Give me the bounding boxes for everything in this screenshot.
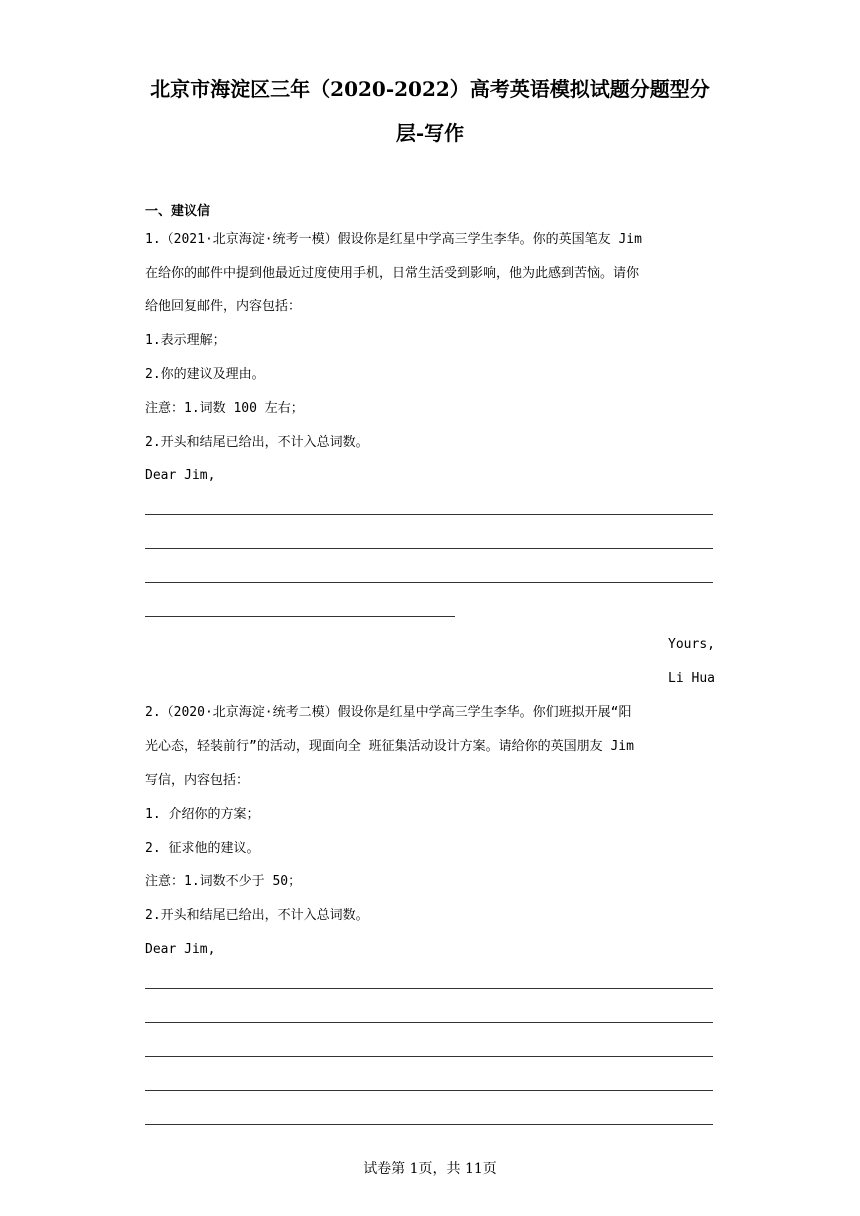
answer-line: [145, 582, 713, 583]
q2-requirement: 2. 征求他的建议。: [145, 841, 260, 856]
answer-line: [145, 616, 455, 617]
answer-line: [145, 514, 713, 515]
answer-line: [145, 1056, 713, 1057]
q1-text-line: 1.（2021·北京海淀·统考一模）假设你是红星中学高三学生李华。你的英国笔友 Jim: [145, 232, 642, 247]
answer-line: [145, 548, 713, 549]
q1-salutation: Dear Jim,: [145, 468, 216, 483]
q2-text-line: 2.（2020·北京海淀·统考二模）假设你是红星中学高三学生李华。你们班拟开展“阳: [145, 705, 632, 720]
q2-text-line: 写信，内容包括：: [145, 773, 250, 788]
q1-text-line: 给他回复邮件，内容包括：: [145, 299, 302, 314]
q1-closing: Yours,: [668, 637, 715, 652]
answer-line: [145, 1124, 713, 1125]
answer-line: [145, 988, 713, 989]
q1-signature: Li Hua: [668, 671, 715, 686]
document-title-line-1: 北京市海淀区三年（2020-2022）高考英语模拟试题分题型分: [150, 77, 710, 101]
q2-requirement: 1. 介绍你的方案；: [145, 807, 260, 822]
q1-note: 2.开头和结尾已给出，不计入总词数。: [145, 435, 369, 450]
q2-note: 2.开头和结尾已给出，不计入总词数。: [145, 908, 369, 923]
page-footer: 试卷第 1页，共 11页: [363, 1161, 497, 1177]
answer-line: [145, 1090, 713, 1091]
q2-salutation: Dear Jim,: [145, 942, 216, 957]
q1-note: 注意：1.词数 100 左右；: [145, 401, 304, 416]
q1-requirement: 2.你的建议及理由。: [145, 367, 265, 382]
q2-note: 注意：1.词数不少于 50；: [145, 874, 302, 889]
answer-line: [145, 1022, 713, 1023]
q1-requirement: 1.表示理解；: [145, 333, 226, 348]
document-title-line-2: 层-写作: [395, 121, 465, 145]
q2-text-line: 光心态，轻装前行”的活动，现面向全 班征集活动设计方案。请给你的英国朋友 Jim: [145, 739, 634, 754]
section-heading: 一、建议信: [145, 204, 211, 219]
q1-text-line: 在给你的邮件中提到他最近过度使用手机，日常生活受到影响，他为此感到苦恼。请你: [145, 266, 640, 281]
